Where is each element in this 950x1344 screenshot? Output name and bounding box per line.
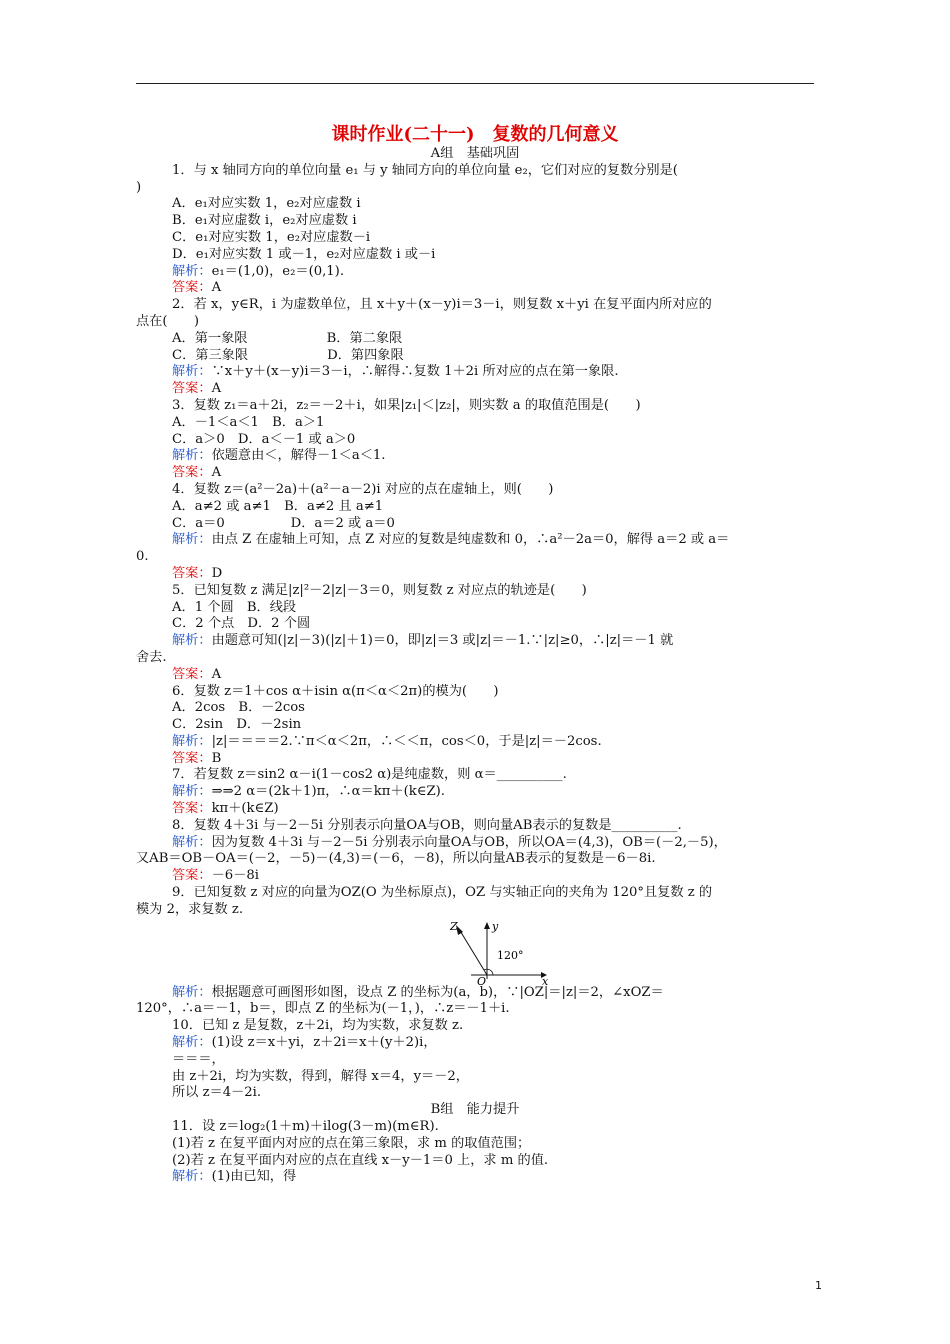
text-line: 11．设 z＝log₂(1＋m)＋ilog(3－m)(m∈R). <box>172 1119 439 1135</box>
solution-line <box>136 264 814 281</box>
text-line: A．a≠2 或 a≠1 B．a≠2 且 a≠1 <box>172 498 384 514</box>
solution-label: 解析： <box>172 733 212 749</box>
text-line: A．－1＜a＜1 B．a＞1 <box>172 414 325 430</box>
line-text: B <box>211 750 222 766</box>
text-line: 2．若 x，y∈R，i 为虚数单位，且 x＋y＋(x－y)i＝3－i，则复数 x＋yi 在复平面内所对应的 <box>172 297 712 313</box>
vector-figure <box>136 919 814 985</box>
text-line: 又AB＝OB－OA＝(－2，－5)－(4,3)＝(－6，－8)，所以向量AB表示的复数是－6－8i. <box>136 851 656 867</box>
solution-line <box>136 532 814 549</box>
answer-line <box>136 751 814 768</box>
page-number: 1 <box>815 1279 822 1292</box>
text-line: ) <box>136 179 142 195</box>
text-line: B．e₁对应虚数 i，e₂对应虚数 i <box>172 213 357 229</box>
text-line: A．1 个圆 B．线段 <box>172 599 297 615</box>
solution-label: 解析： <box>172 364 212 380</box>
text-line: 点在( ) <box>136 313 200 329</box>
text-line: A．第一象限 B．第二象限 <box>172 330 403 346</box>
solution-label: 解析： <box>172 834 212 850</box>
page-title: 课时作业(二十一) 复数的几何意义 <box>331 124 619 145</box>
solution-label: 解析： <box>172 633 212 649</box>
line-text: A <box>211 465 222 481</box>
text-line: C．a＞0 D．a＜－1 或 a＞0 <box>172 431 356 447</box>
text-line: 6．复数 z＝1＋cos α＋isin α(π＜α＜2π)的模为( ) <box>172 683 499 699</box>
text-line: 4．复数 z＝(a²－2a)＋(a²－a－2)i 对应的点在虚轴上，则( ) <box>172 481 554 497</box>
label-angle: 120° <box>497 948 524 962</box>
text-line: 1．与 x 轴同方向的单位向量 e₁ 与 y 轴同方向的单位向量 e₂，它们对应的复数分别是( <box>172 162 678 178</box>
solution-line <box>136 784 814 801</box>
answer-label: 答案： <box>172 465 212 481</box>
vector-diagram <box>441 919 551 985</box>
line-text: A <box>211 666 222 682</box>
answer-label: 答案： <box>172 666 212 682</box>
answer-line <box>136 667 814 684</box>
solution-label: 解析： <box>172 1169 212 1185</box>
answer-line <box>136 868 814 885</box>
label-y: y <box>492 919 499 933</box>
text-line: A．2cos B．－2cos <box>172 700 305 716</box>
solution-label: 解析： <box>172 532 212 548</box>
solution-line <box>136 734 814 751</box>
label-x: x <box>542 974 549 985</box>
text-line: C．2sin D．－2sin <box>172 717 302 733</box>
line-text: (1)设 z＝x＋yi，z＋2i＝x＋(y＋2)i， <box>211 1035 437 1051</box>
line-text: 由点 Z 在虚轴上可知，点 Z 对应的复数是纯虚数和 0，∴a²－2a＝0，解得 a＝2 或 a＝ <box>211 532 730 548</box>
problem-list <box>136 163 814 1186</box>
line-text: ∵x＋y＋(x－y)i＝3－i，∴解得∴复数 1＋2i 所对应的点在第一象限. <box>211 364 619 380</box>
answer-line <box>136 280 814 297</box>
answer-label: 答案： <box>172 801 212 817</box>
text-line: 0. <box>136 549 149 565</box>
line-text: (1)由已知，得 <box>211 1169 297 1185</box>
line-text: e₁＝(1,0)，e₂＝(0,1). <box>211 263 345 279</box>
solution-line <box>136 835 814 852</box>
solution-line <box>136 1169 814 1186</box>
solution-line <box>136 448 814 465</box>
text-line: 5．已知复数 z 满足|z|²－2|z|－3＝0，则复数 z 对应点的轨迹是( ) <box>172 582 587 598</box>
line-text: 依题意由＜，解得－1＜a＜1. <box>211 448 386 464</box>
document-body <box>136 124 814 1186</box>
line-text: 由题意可知(|z|－3)(|z|＋1)＝0，即|z|＝3 或|z|＝－1.∵|z|≥0，∴|z|＝－1 就 <box>211 633 674 649</box>
answer-label: 答案： <box>172 868 212 884</box>
text-line: 7．若复数 z＝sin2 α－i(1－cos2 α)是纯虚数，则 α＝__________. <box>172 767 567 783</box>
label-origin: O <box>477 974 487 985</box>
text-line: C．2 个点 D．2 个圆 <box>172 616 311 632</box>
line-text: A <box>211 381 222 397</box>
line-text: A <box>211 280 222 296</box>
answer-label: 答案： <box>172 280 212 296</box>
text-line: C．e₁对应实数 1，e₂对应虚数－i <box>172 229 371 245</box>
line-text: D <box>211 565 223 581</box>
text-line: 3．复数 z₁＝a＋2i，z₂＝－2＋i，如果|z₁|＜|z₂|，则实数 a 的取值范围是( ) <box>172 397 641 413</box>
text-line: 所以 z＝4－2i. <box>172 1085 262 1101</box>
text-line: (2)若 z 在复平面内对应的点在直线 x－y－1＝0 上，求 m 的值. <box>172 1152 549 1168</box>
header-rule <box>136 83 814 84</box>
answer-line <box>136 465 814 482</box>
solution-label: 解析： <box>172 263 212 279</box>
label-z: Z <box>450 919 458 933</box>
line-text: |z|＝＝＝＝2.∵π＜α＜2π，∴＜＜π，cos＜0，于是|z|＝－2cos. <box>211 733 602 749</box>
solution-line <box>136 364 814 381</box>
line-text: 根据题意可画图形如图，设点 Z 的坐标为(a，b)，∵|OZ|＝|z|＝2，∠xOZ＝ <box>211 984 664 1000</box>
answer-line <box>136 801 814 818</box>
text-line: (1)若 z 在复平面内对应的点在第三象限，求 m 的取值范围； <box>172 1135 531 1151</box>
text-line: D．e₁对应实数 1 或－1，e₂对应虚数 i 或－i <box>172 246 436 262</box>
group-heading-b: B组 能力提升 <box>430 1102 520 1118</box>
solution-line <box>136 985 814 1002</box>
line-text: －6－8i <box>211 868 259 884</box>
solution-label: 解析： <box>172 1035 212 1051</box>
text-line: A．e₁对应实数 1，e₂对应虚数 i <box>172 196 361 212</box>
text-line: C．a＝0 D．a＝2 或 a＝0 <box>172 515 395 531</box>
text-line: 8．复数 4＋3i 与－2－5i 分别表示向量OA与OB，则向量AB表示的复数是__________. <box>172 817 682 833</box>
answer-label: 答案： <box>172 750 212 766</box>
text-line: 10．已知 z 是复数，z＋2i，均为实数，求复数 z. <box>172 1018 464 1034</box>
line-text: 因为复数 4＋3i 与－2－5i 分别表示向量OA与OB，所以OA＝(4,3)，OB＝(－2,－5)， <box>211 834 727 850</box>
answer-line <box>136 566 814 583</box>
solution-line <box>136 1035 814 1052</box>
text-line: 舍去. <box>136 649 167 665</box>
group-heading-a: A组 基础巩固 <box>430 146 520 161</box>
text-line: 由 z＋2i，均为实数，得到，解得 x＝4，y＝－2， <box>172 1068 469 1084</box>
solution-label: 解析： <box>172 448 212 464</box>
solution-line <box>136 633 814 650</box>
solution-label: 解析： <box>172 984 212 1000</box>
solution-label: 解析： <box>172 784 212 800</box>
line-text: kπ＋(k∈Z) <box>211 801 279 817</box>
answer-line <box>136 381 814 398</box>
text-line: 9．已知复数 z 对应的向量为OZ(O 为坐标原点)，OZ 与实轴正向的夹角为 120°且复数 z 的 <box>172 885 713 901</box>
answer-label: 答案： <box>172 381 212 397</box>
text-line: C．第三象限 D．第四象限 <box>172 347 404 363</box>
text-line: ＝＝＝， <box>172 1051 225 1067</box>
line-text: ⇒⇒2 α＝(2k＋1)π，∴α＝kπ＋(k∈Z). <box>211 784 445 800</box>
text-line: 模为 2，求复数 z. <box>136 901 244 917</box>
answer-label: 答案： <box>172 565 212 581</box>
text-line: 120°，∴a＝－1，b＝，即点 Z 的坐标为(－1，)，∴z＝－1＋i. <box>136 1001 510 1017</box>
